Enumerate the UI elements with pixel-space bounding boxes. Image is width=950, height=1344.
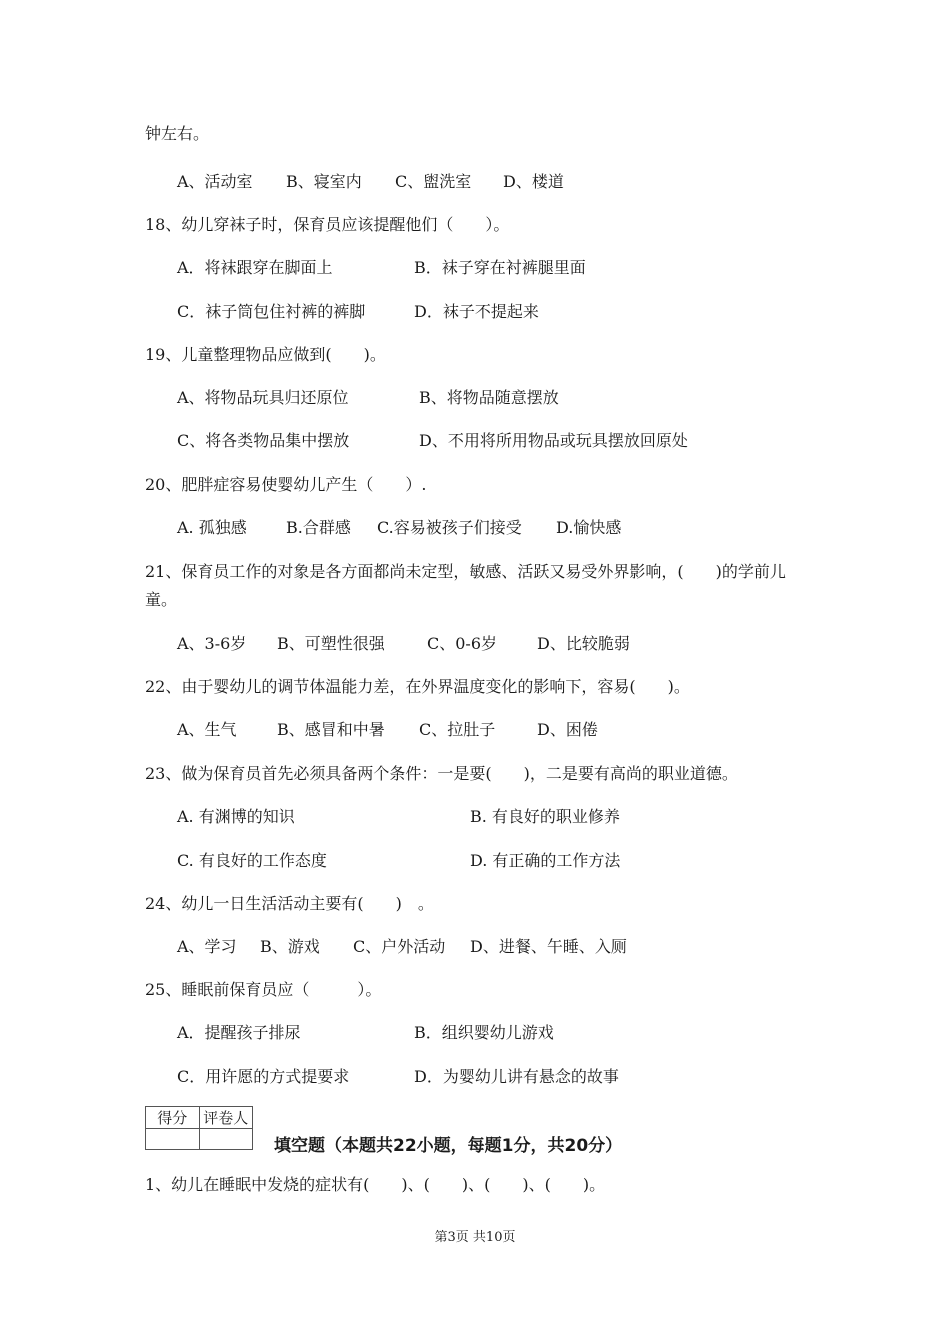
answer-option: C、拉肚子	[419, 720, 496, 739]
answer-option: D．为婴幼儿讲有悬念的故事	[414, 1067, 619, 1086]
answer-option: C.容易被孩子们接受	[377, 518, 522, 537]
question-text: 19、儿童整理物品应做到( )。	[145, 345, 386, 364]
question-text: 23、做为保育员首先必须具备两个条件：一是要( )，二是要有高尚的职业道德。	[145, 764, 738, 783]
answer-option: A. 有渊博的知识	[177, 807, 295, 826]
answer-option: B．袜子穿在衬裤腿里面	[414, 258, 586, 277]
answer-option: A、生气	[177, 720, 237, 739]
question-text: 22、由于婴幼儿的调节体温能力差，在外界温度变化的影响下，容易( )。	[145, 677, 690, 696]
answer-option: D、困倦	[537, 720, 598, 739]
answer-option: C．袜子筒包住衬裤的裤脚	[177, 302, 366, 321]
page-footer: 第3页 共10页	[434, 1230, 516, 1245]
question-text: 童。	[145, 590, 178, 609]
answer-option: A、活动室	[177, 172, 253, 191]
score-box	[145, 1106, 253, 1150]
answer-option: C、0-6岁	[427, 634, 498, 653]
answer-option: B、游戏	[260, 937, 320, 956]
question-text: 25、睡眠前保育员应（ ）。	[145, 980, 382, 999]
question-text: 18、幼儿穿袜子时，保育员应该提醒他们（ ）。	[145, 215, 510, 234]
answer-option: D、比较脆弱	[537, 634, 630, 653]
answer-option: D．袜子不提起来	[414, 302, 539, 321]
fill-question-1: 1、幼儿在睡眠中发烧的症状有( )、( )、( )、( )。	[145, 1175, 606, 1194]
answer-option: B、寝室内	[286, 172, 362, 191]
answer-option: C、将各类物品集中摆放	[177, 431, 350, 450]
grader-cell	[199, 1129, 253, 1150]
answer-option: C．用许愿的方式提要求	[177, 1067, 350, 1086]
answer-option: B.合群感	[286, 518, 351, 537]
answer-option: C、盥洗室	[395, 172, 472, 191]
question-text: 24、幼儿一日生活活动主要有( ) 。	[145, 894, 434, 913]
question-text: 21、保育员工作的对象是各方面都尚未定型，敏感、活跃又易受外界影响，( )的学前儿	[145, 562, 786, 581]
answer-option: B. 有良好的职业修养	[470, 807, 620, 826]
answer-option: D、不用将所用物品或玩具摆放回原处	[419, 431, 688, 450]
score-label: 得分	[146, 1107, 200, 1129]
section-title: 填空题（本题共22小题，每题1分，共20分）	[274, 1136, 623, 1156]
score-cell	[146, 1129, 200, 1150]
answer-option: A、将物品玩具归还原位	[177, 388, 349, 407]
answer-option: C. 有良好的工作态度	[177, 851, 327, 870]
answer-option: D、楼道	[503, 172, 564, 191]
answer-option: D、进餐、午睡、入厕	[470, 937, 627, 956]
answer-option: A．提醒孩子排尿	[177, 1023, 301, 1042]
answer-option: B．组织婴幼儿游戏	[414, 1023, 554, 1042]
answer-option: D.愉快感	[556, 518, 622, 537]
answer-option: B、感冒和中暑	[277, 720, 385, 739]
answer-option: B、可塑性很强	[277, 634, 385, 653]
answer-option: A. 孤独感	[177, 518, 247, 537]
answer-option: A、学习	[177, 937, 237, 956]
answer-option: B、将物品随意摆放	[419, 388, 559, 407]
answer-option: C、户外活动	[353, 937, 446, 956]
answer-option: A．将袜跟穿在脚面上	[177, 258, 333, 277]
question-text: 钟左右。	[145, 124, 210, 143]
answer-option: A、3-6岁	[177, 634, 247, 653]
grader-label: 评卷人	[199, 1107, 253, 1129]
question-text: 20、肥胖症容易使婴幼儿产生（ ）.	[145, 475, 427, 494]
answer-option: D. 有正确的工作方法	[470, 851, 621, 870]
